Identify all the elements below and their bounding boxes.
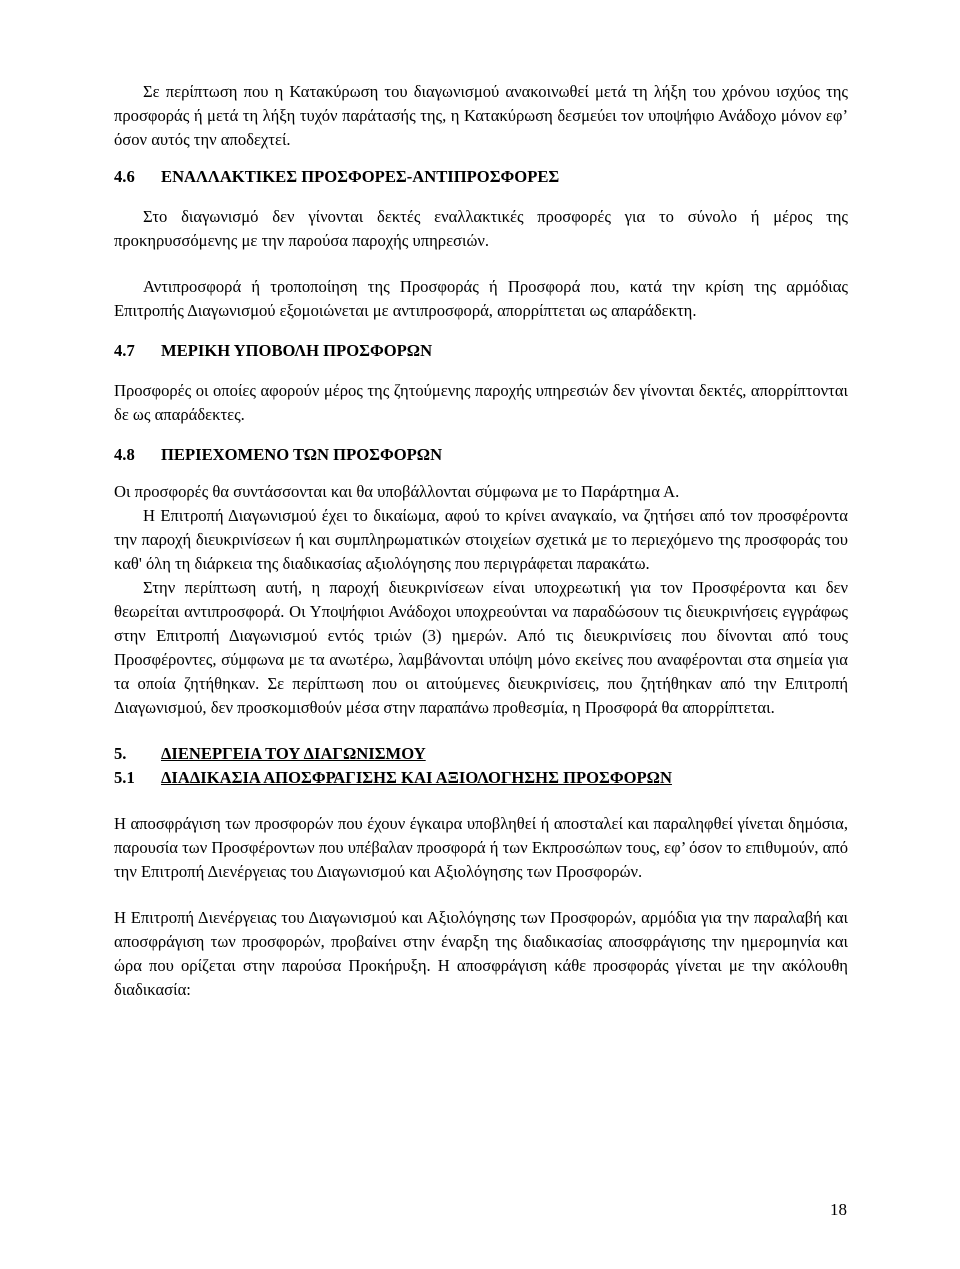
paragraph-counter-offer: Αντιπροσφορά ή τροποποίηση της Προσφοράς ή Προσφορά που, κατά την κρίση της αρμόδιας Επιτροπής Διαγωνισμού εξομοιώνεται με αντιπροσφορά, απορρίπτεται ως απαράδεκτη. [114, 277, 848, 320]
section-heading-5 [114, 742, 848, 766]
section-title: ΜΕΡΙΚΗ ΥΠΟΒΟΛΗ ΠΡΟΣΦΟΡΩΝ [161, 341, 433, 360]
section-title: ΠΕΡΙΕΧΟΜΕΝΟ ΤΩΝ ΠΡΟΣΦΟΡΩΝ [161, 445, 443, 464]
paragraph-alternative-offers: Στο διαγωνισμό δεν γίνονται δεκτές εναλλακτικές προσφορές για το σύνολο ή μέρος της προκηρυσσόμενης με την παρούσα παροχής υπηρεσιών. [114, 207, 848, 250]
section-title: ΔΙΑΔΙΚΑΣΙΑ ΑΠΟΣΦΡΑΓΙΣΗΣ ΚΑΙ ΑΞΙΟΛΟΓΗΣΗΣ ΠΡΟΣΦΟΡΩΝ [161, 768, 672, 787]
document-body [114, 80, 848, 1002]
paragraph-opening-procedure: Η Επιτροπή Διενέργειας του Διαγωνισμού και Αξιολόγησης των Προσφορών, αρμόδια για την παραλαβή και αποσφράγιση των προσφορών, προβαίνει στην έναρξη της διαδικασίας αποσφράγισης την ημερομηνία και ώρα που ορίζεται στην παρούσα Προκήρυξη. Η αποσφράγιση κάθε προσφοράς γίνεται με την ακόλουθη διαδικασία: [114, 908, 848, 999]
section-number: 5.1 [114, 768, 135, 787]
section-number: 4.8 [114, 445, 135, 464]
section-heading-4-6 [114, 165, 848, 189]
page-number: 18 [830, 1200, 847, 1219]
paragraph-award-validity: Σε περίπτωση που η Κατακύρωση του διαγωνισμού ανακοινωθεί μετά τη λήξη του χρόνου ισχύος της προσφοράς ή μετά τη λήξη τυχόν παράτασής της, η Κατακύρωση δεσμεύει τον υποψήφιο Ανάδοχο μόνον εφ’ όσον αυτός την αποδεχτεί. [114, 82, 848, 149]
section-heading-4-8 [114, 443, 848, 467]
paragraph-clarifications-right: Η Επιτροπή Διαγωνισμού έχει το δικαίωμα, αφού το κρίνει αναγκαίο, να ζητήσει από τον προσφέροντα την παροχή διευκρινίσεων ή και συμπληρωματικών στοιχείων σχετικά με το περιεχόμενο της προσφοράς του καθ' όλη τη διάρκεια της διαδικασίας αξιολόγησης που περιγράφεται παρακάτω. [114, 506, 848, 573]
section-heading-5-1 [114, 766, 848, 790]
section-heading-4-7 [114, 339, 848, 363]
section-title: ΔΙΕΝΕΡΓΕΙΑ ΤΟΥ ΔΙΑΓΩΝΙΣΜΟΥ [161, 744, 426, 763]
paragraph-public-opening: Η αποσφράγιση των προσφορών που έχουν έγκαιρα υποβληθεί ή αποσταλεί και παραληφθεί γίνεται δημόσια, παρουσία των Προσφέροντων που υπέβαλαν προσφορά ή των Εκπροσώπων τους, εφ’ όσον το επιθυμούν, από την Επιτροπή Διενέργειας του Διαγωνισμού και Αξιολόγησης των Προσφορών. [114, 814, 848, 881]
section-title: ΕΝΑΛΛΑΚΤΙΚΕΣ ΠΡΟΣΦΟΡΕΣ-ΑΝΤΙΠΡΟΣΦΟΡΕΣ [161, 167, 560, 186]
paragraph-partial-offers: Προσφορές οι οποίες αφορούν μέρος της ζητούμενης παροχής υπηρεσιών δεν γίνονται δεκτές, απορρίπτονται δε ως απαράδεκτες. [114, 381, 848, 424]
paragraph-clarifications-obligation: Στην περίπτωση αυτή, η παροχή διευκρινίσεων είναι υποχρεωτική για τον Προσφέροντα και δεν θεωρείται αντιπροσφορά. Οι Υποψήφιοι Ανάδοχοι υποχρεούνται να παραδώσουν τις διευκρινήσεις εγγράφως στην Επιτροπή Διαγωνισμού εντός τριών (3) ημερών. Από τις διευκρινίσεις που δίνονται από τους Προσφέροντες, σύμφωνα με τα ανωτέρω, λαμβάνονται υπόψη μόνο εκείνες που αναφέρονται στα σημεία για τα οποία ζητήθηκαν. Σε περίπτωση που οι αιτούμενες διευκρινίσεις, που ζητήθηκαν από την Επιτροπή Διαγωνισμού, δεν προσκομισθούν μέσα στην παραπάνω προθεσμία, η Προσφορά θα απορρίπτεται. [114, 578, 848, 717]
section-number: 4.6 [114, 167, 135, 186]
section-number: 5. [114, 744, 127, 763]
section-number: 4.7 [114, 341, 135, 360]
paragraph-offer-content: Οι προσφορές θα συντάσσονται και θα υποβάλλονται σύμφωνα με το Παράρτημα Α. [114, 482, 680, 501]
